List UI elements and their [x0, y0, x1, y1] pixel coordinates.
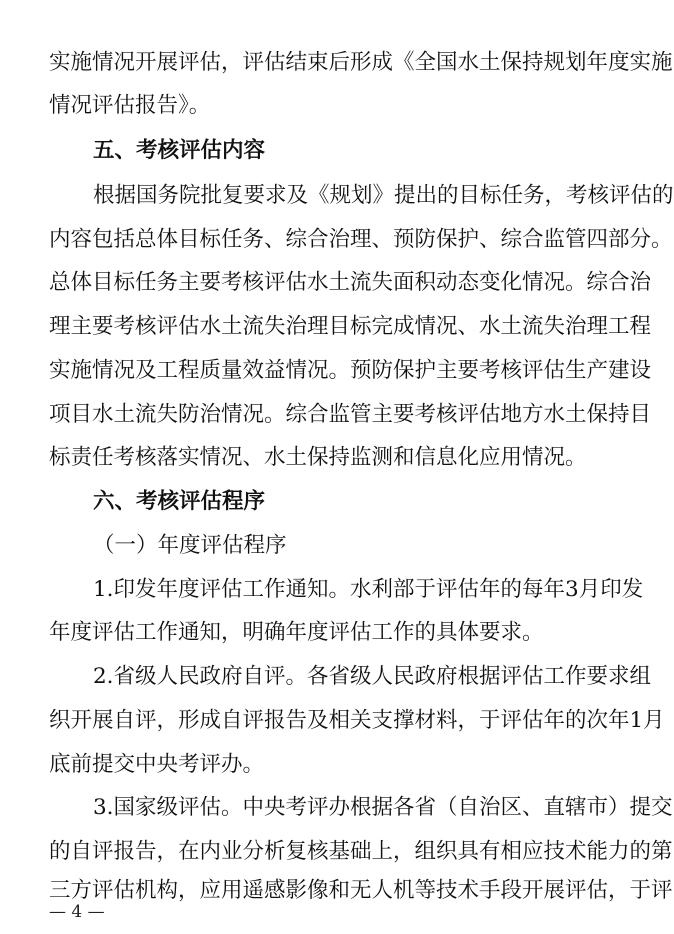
- section-heading: 六、考核评估程序: [93, 489, 266, 514]
- page-number: — 4 —: [49, 902, 105, 922]
- body-text-line: 根据国务院批复要求及《规划》提出的目标任务，考核评估的: [93, 183, 674, 208]
- body-text-line: 理主要考核评估水土流失治理目标完成情况、水土流失治理工程: [49, 314, 652, 339]
- body-text-line: 情况评估报告》。: [49, 93, 211, 118]
- body-text-line: 底前提交中央考评办。: [49, 752, 265, 777]
- body-text-line: 的自评报告，在内业分析复核基础上，组织具有相应技术能力的第: [49, 839, 673, 864]
- body-text-line: 1.印发年度评估工作通知。水利部于评估年的每年3月印发: [93, 577, 644, 602]
- body-text-line: 项目水土流失防治情况。综合监管主要考核评估地方水土保持目: [49, 402, 652, 427]
- body-text-line: 实施情况及工程质量效益情况。预防保护主要考核评估生产建设: [49, 358, 652, 383]
- body-text-line: 3.国家级评估。中央考评办根据各省（自治区、直辖市）提交: [93, 795, 673, 820]
- body-text-line: 三方评估机构，应用遥感影像和无人机等技术手段开展评估，于评: [49, 878, 673, 903]
- body-text-line: 实施情况开展评估，评估结束后形成《全国水土保持规划年度实施: [49, 50, 673, 75]
- body-text-line: 总体目标任务主要考核评估水土流失面积动态变化情况。综合治: [49, 270, 652, 295]
- body-text-line: 2.省级人民政府自评。各省级人民政府根据评估工作要求组: [93, 664, 652, 689]
- body-text-line: 内容包括总体目标任务、综合治理、预防保护、综合监管四部分。: [49, 227, 673, 252]
- body-text-line: 标责任考核落实情况、水土保持监测和信息化应用情况。: [49, 445, 587, 470]
- body-text-line: 织开展自评，形成自评报告及相关支撑材料，于评估年的次年1月: [49, 708, 665, 733]
- section-heading: 五、考核评估内容: [93, 138, 266, 163]
- subsection-heading: （一）年度评估程序: [93, 533, 287, 558]
- body-text-line: 年度评估工作通知，明确年度评估工作的具体要求。: [49, 620, 544, 645]
